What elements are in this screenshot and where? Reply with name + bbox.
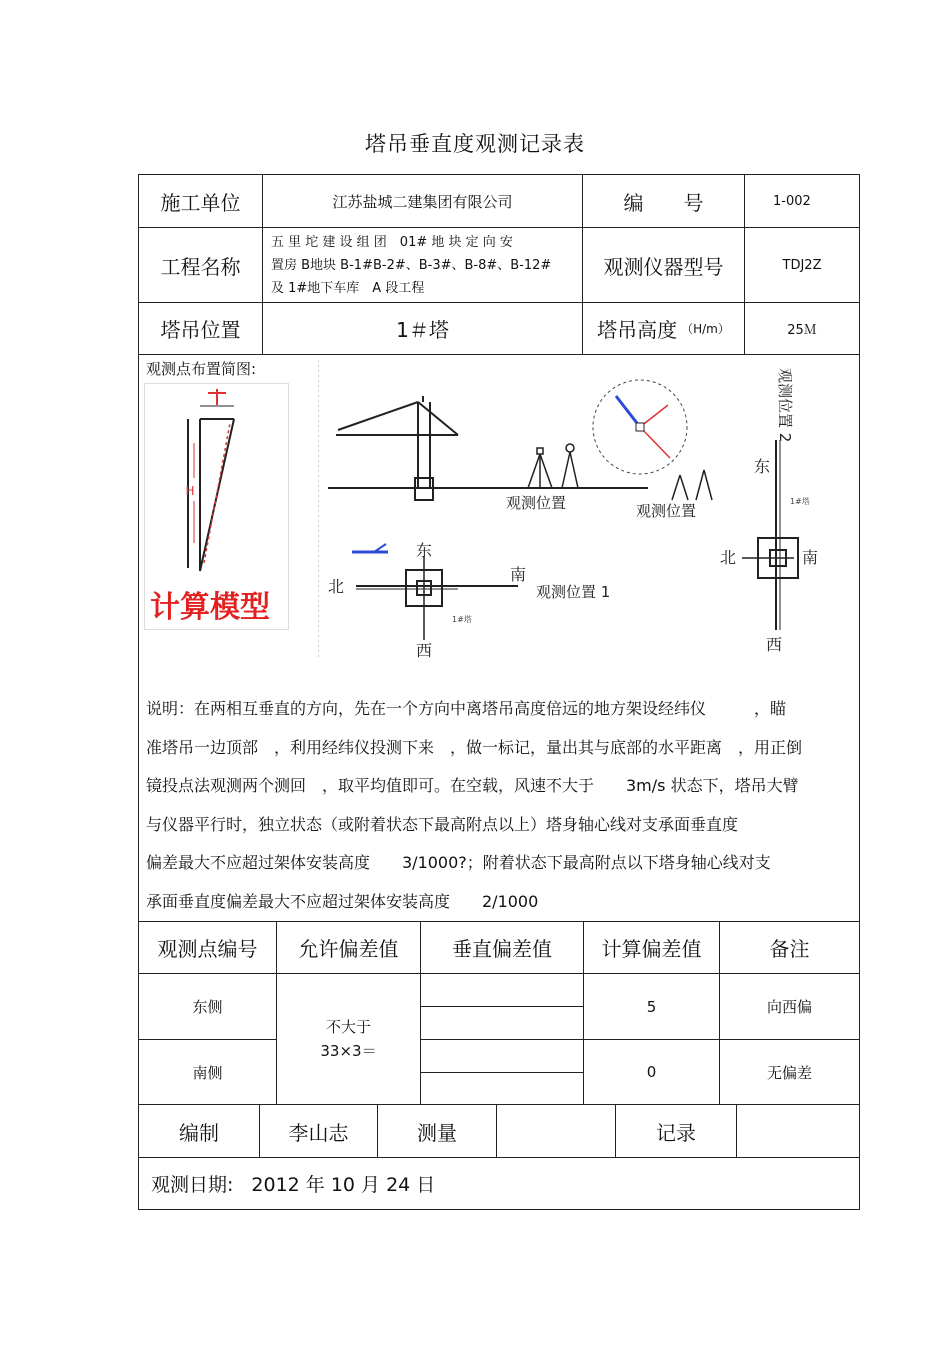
date-row bbox=[138, 1157, 860, 1210]
col-header-note: 备注 bbox=[719, 921, 860, 974]
code-value: 1-002 bbox=[744, 174, 860, 228]
theodolite-icon bbox=[672, 470, 712, 500]
tower-layout-diagram bbox=[318, 360, 858, 660]
vertical-value-cell bbox=[420, 973, 584, 1007]
west-label-1: 西 bbox=[416, 641, 433, 660]
col-header-allow: 允许偏差值 bbox=[276, 921, 421, 974]
project-line-1: 五 里 坨 建 设 组 团 01# 地 块 定 向 安 bbox=[271, 234, 513, 250]
project-line-2: 置房 B地块 B-1#B-2#、B-3#、B-8#、B-12# bbox=[271, 257, 552, 273]
obs-position-label: 观测位置 bbox=[506, 494, 567, 512]
record-value bbox=[736, 1104, 860, 1158]
plan-view-1 bbox=[352, 544, 518, 640]
height-label: 塔吊高度 bbox=[597, 318, 678, 342]
code-label: 编 号 bbox=[582, 174, 745, 228]
position-label: 塔吊位置 bbox=[138, 302, 263, 355]
allow-value bbox=[276, 973, 421, 1105]
south-label-2: 南 bbox=[802, 548, 819, 567]
instrument-value: TDJ2Z bbox=[744, 227, 860, 303]
position-value: 1＃塔 bbox=[262, 302, 583, 355]
col-header-point: 观测点编号 bbox=[138, 921, 277, 974]
obs-position-label-2: 观测位置 bbox=[636, 502, 697, 520]
tower-crane-elevation bbox=[328, 396, 648, 500]
vertical-value-cell bbox=[420, 1039, 584, 1073]
col-header-vertical: 垂直偏差值 bbox=[420, 921, 584, 974]
height-unit: （H/m） bbox=[681, 322, 730, 336]
project-value bbox=[262, 227, 583, 303]
tower-tag-2: 1#塔 bbox=[790, 497, 810, 506]
calculation-model-figure bbox=[144, 383, 289, 631]
description-line: 偏差最大不应超过架体安装高度 3/1000?；附着状态下最高附点以下塔身轴心线对支 bbox=[146, 853, 771, 873]
model-caption: 计算模型 bbox=[150, 590, 270, 625]
swing-radius-circle bbox=[593, 380, 687, 474]
east-label-2: 东 bbox=[754, 457, 771, 476]
theodolite-icon bbox=[528, 444, 578, 488]
table-row-note: 向西偏 bbox=[719, 973, 860, 1040]
description-line: 说明：在两相互垂直的方向，先在一个方向中离塔吊高度倍远的地方架设经纬仪 ，瞄 bbox=[146, 699, 787, 718]
date-value: 2012 年 10 月 24 日 bbox=[251, 1174, 436, 1196]
north-label-2: 北 bbox=[720, 548, 737, 567]
obs-position-2-label: 观测位置 2 bbox=[776, 368, 794, 443]
table-row-point: 东侧 bbox=[138, 973, 277, 1040]
description bbox=[146, 690, 858, 922]
description-line: 镜投点法观测两个测回 ，取平均值即可。在空载，风速不大于 3m/s 状态下，塔吊大臂 bbox=[146, 776, 799, 796]
tower-tag-1: 1#塔 bbox=[452, 615, 472, 624]
allow-line-2: 33×3＝ bbox=[320, 1042, 377, 1060]
west-label-2: 西 bbox=[766, 635, 783, 654]
record-label: 记录 bbox=[615, 1104, 737, 1158]
allow-line-1: 不大于 bbox=[325, 1018, 371, 1036]
height-label-cell bbox=[582, 302, 745, 355]
date-label: 观测日期: bbox=[151, 1174, 234, 1196]
vertical-value-cell bbox=[420, 1072, 584, 1105]
instrument-label: 观测仪器型号 bbox=[582, 227, 745, 303]
obs-position-1-label: 观测位置 1 bbox=[536, 583, 611, 601]
unit-value: 江苏盐城二建集团有限公司 bbox=[262, 174, 583, 228]
description-line: 准塔吊一边顶部 ，利用经纬仪投测下来 ，做一标记，量出其与底部的水平距离 ，用正倒 bbox=[146, 737, 803, 757]
south-label-1: 南 bbox=[510, 565, 527, 584]
unit-label: 施工单位 bbox=[138, 174, 263, 228]
vertical-value-cell bbox=[420, 1006, 584, 1040]
table-row-calc: 5 bbox=[583, 973, 720, 1040]
diagram-heading: 观测点布置简图: bbox=[146, 360, 257, 378]
description-line: 承面垂直度偏差最大不应超过架体安装高度 2/1000 bbox=[146, 891, 539, 911]
description-line: 与仪器平行时，独立状态（或附着状态下最高附点以上）塔身轴心线对支承面垂直度 bbox=[146, 814, 739, 834]
col-header-calc: 计算偏差值 bbox=[583, 921, 720, 974]
measure-value bbox=[496, 1104, 616, 1158]
north-label-1: 北 bbox=[328, 577, 345, 596]
model-h-label: H bbox=[185, 484, 195, 498]
table-row-note: 无偏差 bbox=[719, 1039, 860, 1105]
table-row-calc: 0 bbox=[583, 1039, 720, 1105]
project-label: 工程名称 bbox=[138, 227, 263, 303]
measure-label: 测量 bbox=[377, 1104, 497, 1158]
compile-label: 编制 bbox=[138, 1104, 260, 1158]
project-line-3: 及 1#地下车库 A 段工程 bbox=[271, 280, 425, 296]
table-row-point: 南侧 bbox=[138, 1039, 277, 1105]
height-value: 25Ｍ bbox=[744, 302, 860, 355]
compile-value: 李山志 bbox=[259, 1104, 378, 1158]
east-label-1: 东 bbox=[416, 541, 433, 560]
page-title: 塔吊垂直度观测记录表 bbox=[365, 132, 585, 156]
